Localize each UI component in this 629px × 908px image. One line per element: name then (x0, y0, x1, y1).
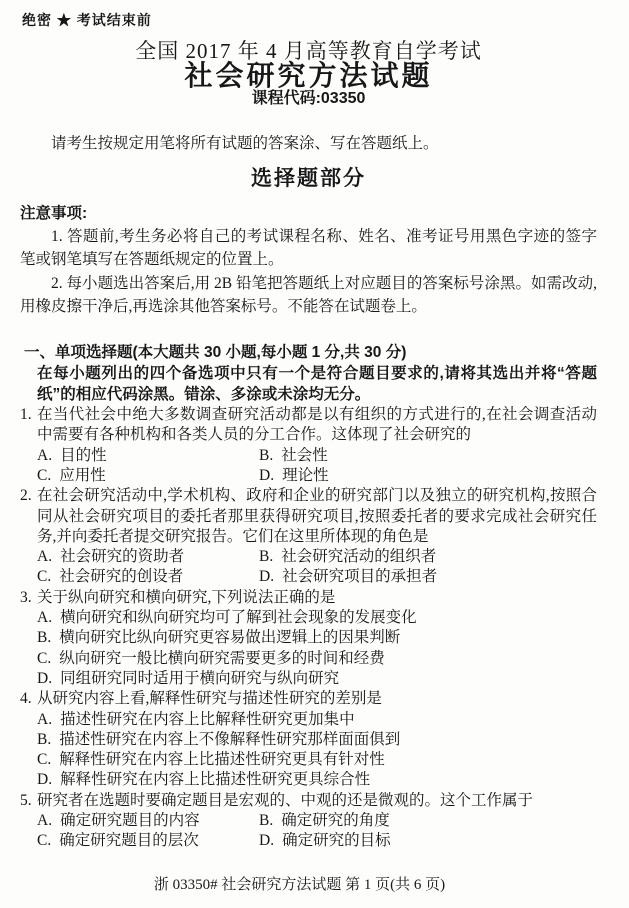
option-text: 社会研究的创设者 (59, 568, 184, 586)
option-label: B. (259, 812, 274, 830)
option-label: D. (37, 771, 53, 789)
notice-heading: 注意事项: (20, 204, 88, 222)
option-label: B. (37, 730, 52, 748)
option-a (37, 547, 259, 567)
question-options (37, 811, 597, 852)
option-label: B. (37, 629, 52, 647)
question-number: 5. (20, 791, 32, 809)
course-code: 课程代码:03350 (251, 89, 366, 107)
option-label: D. (259, 832, 275, 850)
notice-item-1: 1. 答题前,考生务必将自己的考试课程名称、姓名、准考证号用黑色字迹的签字笔或钢笔填写在答题纸规定的位置上。 (20, 228, 597, 268)
exam-series-title: 全国 2017 年 4 月高等教育自学考试 (135, 39, 482, 64)
option-label: D. (37, 669, 53, 687)
option-label: B. (259, 548, 274, 566)
part-one-heading: 一、单项选择题(本大题共 30 小题,每小题 1 分,共 30 分) (24, 344, 407, 362)
option-b (37, 628, 597, 648)
notice-item-2: 2. 每小题选出答案后,用 2B 铅笔把答题纸上对应题目的答案标号涂黑。如需改动,用橡皮擦干净后,再选涂其他答案标号。不能答在试题卷上。 (20, 275, 597, 315)
option-text: 社会研究活动的组织者 (281, 548, 437, 566)
paper-title: 社会研究方法试题 (184, 59, 433, 91)
section-title: 选择题部分 (251, 167, 366, 191)
option-b (37, 730, 597, 750)
option-label: A. (37, 548, 53, 566)
secrecy-label: 绝密 ★ 考试结束前 (22, 12, 152, 28)
option-d (259, 466, 597, 486)
page-footer: 浙 03350# 社会研究方法试题 第 1 页(共 6 页) (153, 876, 446, 893)
option-text: 解释性研究在内容上比描述性研究更具综合性 (60, 771, 371, 789)
option-text: 确定研究的目标 (282, 832, 391, 850)
option-label: A. (37, 812, 53, 830)
option-c (37, 831, 259, 851)
option-text: 解释性研究在内容上比描述性研究更具有针对性 (59, 751, 385, 769)
option-a (37, 811, 259, 831)
option-text: 应用性 (59, 466, 106, 484)
question-number: 1. (20, 406, 32, 424)
option-label: C. (37, 751, 52, 769)
question-2 (20, 486, 597, 587)
option-label: C. (37, 466, 52, 484)
question-options (37, 547, 597, 588)
question-stem: 在当代社会中绝大多数调查研究活动都是以有组织的方式进行的,在社会调查活动中需要有各种机构和各类人员的分工合作。这体现了社会研究的 (37, 406, 597, 444)
question-stem: 在社会研究活动中,学术机构、政府和企业的研究部门以及独立的研究机构,按照合同从社会研究项目的委托者那里获得研究项目,按照委托者的要求完成社会研究任务,并向委托者提交研究报告。它们在这里所体现的角色是 (37, 487, 597, 545)
option-c (37, 466, 259, 486)
option-label: B. (259, 446, 274, 464)
option-a (37, 608, 597, 628)
option-b (259, 446, 597, 466)
option-label: C. (37, 568, 52, 586)
question-3 (20, 588, 597, 689)
option-c (37, 567, 259, 587)
question-number: 2. (20, 487, 32, 505)
option-c (37, 649, 597, 669)
option-text: 目的性 (60, 446, 107, 464)
question-stem: 关于纵向研究和横向研究,下列说法正确的是 (37, 588, 336, 606)
option-text: 横向研究比纵向研究更容易做出逻辑上的因果判断 (59, 629, 401, 647)
question-number: 4. (20, 690, 32, 708)
option-label: A. (37, 446, 53, 464)
question-stem: 研究者在选题时要确定题目是宏观的、中观的还是微观的。这个工作属于 (37, 791, 534, 809)
question-options (37, 446, 597, 487)
option-label: A. (37, 710, 53, 728)
question-options (37, 710, 597, 791)
option-d (37, 669, 597, 689)
question-5 (20, 791, 597, 852)
option-a (37, 446, 259, 466)
option-text: 纵向研究一般比横向研究需要更多的时间和经费 (59, 649, 385, 667)
option-text: 社会研究项目的承担者 (282, 568, 438, 586)
option-text: 社会性 (281, 446, 328, 464)
option-b (259, 811, 597, 831)
question-1 (20, 405, 597, 486)
option-d (37, 770, 597, 790)
option-label: C. (37, 832, 52, 850)
option-a (37, 710, 597, 730)
option-text: 描述性研究在内容上不像解释性研究那样面面俱到 (59, 730, 401, 748)
option-label: D. (259, 568, 275, 586)
option-text: 确定研究题目的内容 (60, 812, 200, 830)
option-label: C. (37, 649, 52, 667)
option-text: 确定研究题目的层次 (59, 832, 199, 850)
option-text: 理论性 (282, 466, 329, 484)
option-label: A. (37, 609, 53, 627)
answer-sheet-instruction: 请考生按规定用笔将所有试题的答案涂、写在答题纸上。 (51, 135, 439, 153)
option-b (259, 547, 597, 567)
question-number: 3. (20, 588, 32, 606)
option-text: 同组研究同时适用于横向研究与纵向研究 (60, 669, 340, 687)
option-text: 社会研究的资助者 (60, 548, 185, 566)
option-c (37, 750, 597, 770)
question-4 (20, 689, 597, 790)
option-label: D. (259, 466, 275, 484)
question-stem: 从研究内容上看,解释性研究与描述性研究的差别是 (37, 690, 382, 708)
option-text: 横向研究和纵向研究均可了解到社会现象的发展变化 (60, 609, 417, 627)
option-d (259, 567, 597, 587)
part-one-instructions: 在每小题列出的四个备选项中只有一个是符合题目要求的,请将其选出并将“答题纸”的相应代码涂黑。错涂、多涂或未涂均无分。 (37, 365, 597, 404)
option-d (259, 831, 597, 851)
option-text: 确定研究的角度 (281, 812, 390, 830)
option-text: 描述性研究在内容上比解释性研究更加集中 (60, 710, 355, 728)
question-options (37, 608, 597, 689)
